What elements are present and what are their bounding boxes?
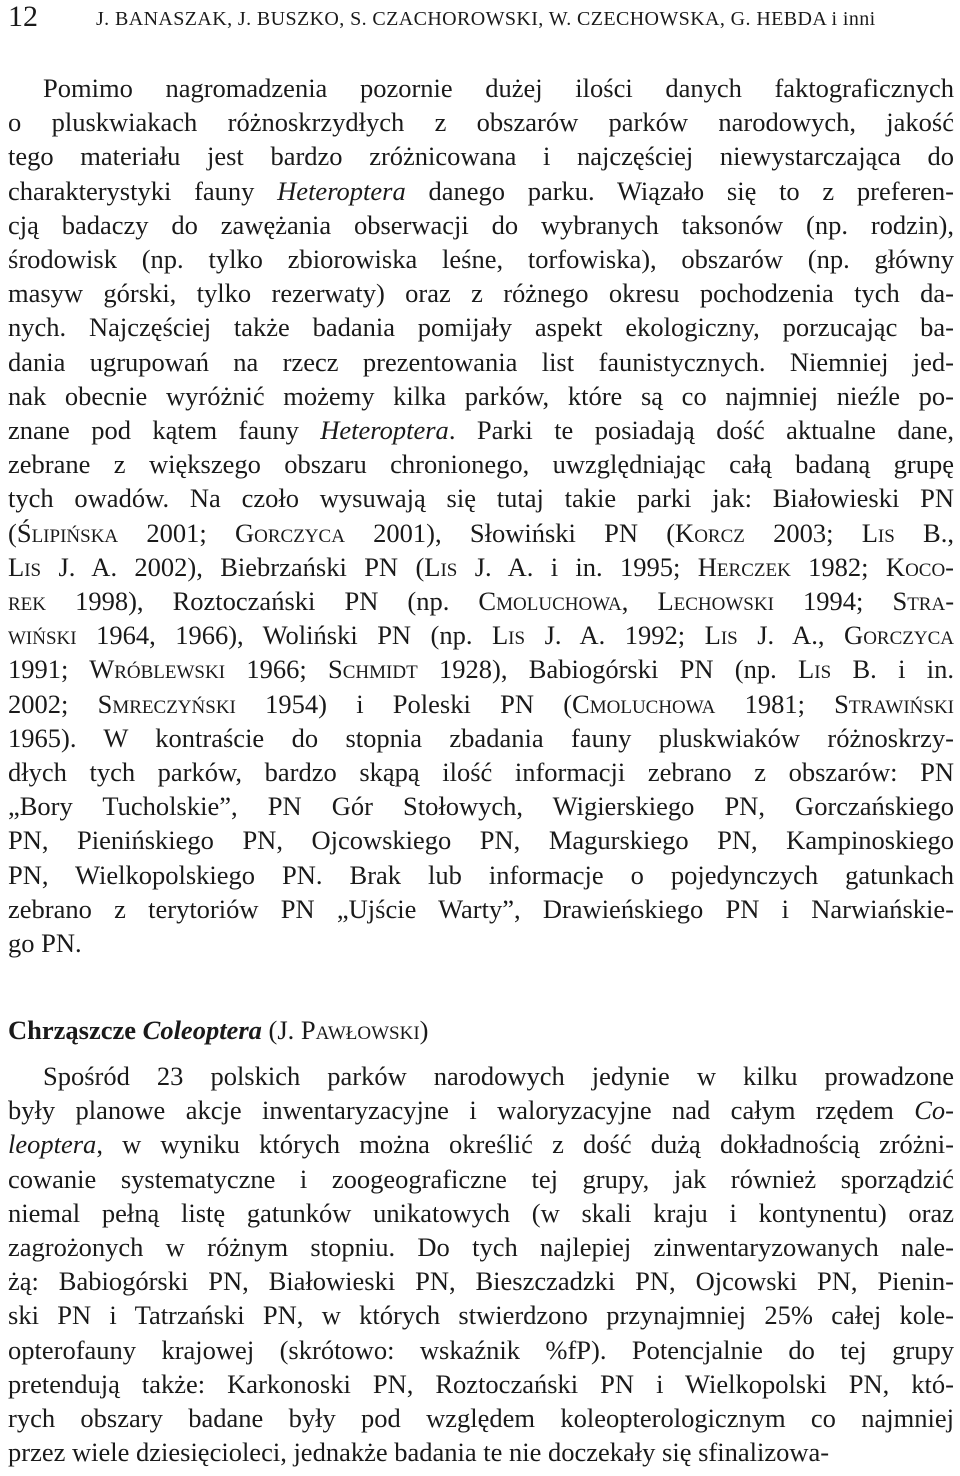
taxon-name: Heteroptera — [277, 175, 406, 206]
text-run: były planowe akcje inwentaryzacyjne i waloryzacyjne nad całym rzędem — [8, 1095, 915, 1126]
text-line — [8, 925, 954, 961]
text-run: niemal pełną listę gatunków unikatowych (w skali kraju i kontynentu) oraz — [8, 1197, 954, 1228]
text-run: 2002; S — [8, 688, 113, 719]
citation-author: is — [440, 551, 458, 582]
section-heading — [8, 1011, 954, 1049]
citation-author: is — [24, 551, 42, 582]
text-run: 2001), Słowiński PN (K — [344, 517, 695, 548]
text-line — [8, 1092, 954, 1128]
citation-author: is — [814, 654, 832, 685]
text-line — [8, 1400, 954, 1436]
text-run: 2001; G — [118, 517, 255, 548]
text-run: tego materiału jest bardzo zróżnicowana i najczęściej niewystarczająca do — [8, 141, 954, 172]
text-line — [43, 70, 954, 106]
page-header — [8, 0, 954, 34]
text-line — [8, 207, 954, 243]
text-line — [8, 1297, 954, 1333]
text-run: (Ś — [8, 517, 32, 548]
text-run: 2003; L — [744, 517, 878, 548]
citation-author: trawiński — [848, 688, 954, 719]
text-run: danego parku. Wiązało się to z preferen- — [405, 175, 954, 206]
text-line — [8, 241, 954, 277]
citation-author: wiński — [8, 620, 77, 651]
text-line — [8, 1434, 954, 1470]
text-line — [8, 480, 954, 516]
text-run: charakterystyki fauny — [8, 175, 278, 206]
text-run: opterofauny krajowej (skrótowo: wskaźnik %fP). Potencjalnie do tej grupy — [8, 1334, 954, 1365]
taxon-name: Heteroptera — [320, 415, 449, 445]
text-line — [8, 173, 954, 209]
running-head: J. BANASZAK, J. BUSZKO, S. CZACHOROWSKI, W. CZECHOWSKA, G. HEBDA i inni — [96, 8, 876, 30]
text-run: ski PN i Tatrzański PN, w których stwierdzono przynajmniej 25% całej kole- — [8, 1300, 954, 1331]
text-run: zebrane z większego obszaru chronionego, uwzględniając całą badaną grupę — [8, 449, 954, 480]
text-line — [8, 720, 954, 756]
citation-author: moluchowa — [589, 688, 716, 719]
text-line — [8, 686, 954, 722]
citation-author: echowski — [673, 586, 774, 616]
text-line — [8, 1263, 954, 1299]
citation-author: rek — [8, 586, 46, 616]
text-run: 1964, 1966), Woliński PN (np. L — [76, 620, 509, 651]
text-line — [8, 1195, 954, 1231]
text-run: żą: Babiogórski PN, Białowieski PN, Bieszczadzki PN, Ojcowski PN, Pienin- — [8, 1266, 954, 1297]
text-line — [8, 378, 954, 414]
taxon-name: Co- — [914, 1095, 954, 1126]
section-title-taxon: Coleoptera — [142, 1015, 262, 1045]
citation-author: is — [877, 517, 895, 548]
text-line — [8, 857, 954, 893]
text-line — [43, 1058, 954, 1094]
text-run: 1994; S — [773, 586, 908, 616]
text-run: PN, Pienińskiego PN, Ojcowskiego PN, Magurskiego PN, Kampinoskiego — [8, 825, 954, 856]
text-line — [8, 309, 954, 345]
text-run: , L — [621, 586, 674, 616]
section-author-open: (J. P — [261, 1015, 316, 1045]
text-run: tych owadów. Na czoło wysuwają się tutaj takie parki jak: Białowieski PN — [8, 483, 954, 514]
citation-author: erczek — [716, 551, 791, 582]
text-run: 1966; S — [225, 654, 343, 685]
text-run: J. A., G — [737, 620, 864, 651]
text-run: zebrano z terytoriów PN „Ujście Warty”, Drawieńskiego PN i Narwiańskie- — [8, 893, 954, 924]
text-line — [8, 275, 954, 311]
text-line — [8, 754, 954, 790]
text-line — [8, 788, 954, 824]
text-run: pretendują także: Karkonoski PN, Roztoczański PN i Wielkopolski PN, któ- — [8, 1368, 954, 1399]
text-run: przez wiele dziesięcioleci, jednakże badania te nie doczekały się sfinalizowa- — [8, 1437, 830, 1468]
text-run: rych obszary badane były pod względem koleopterologicznym co najmniej — [8, 1403, 954, 1433]
text-line — [8, 583, 954, 619]
text-run: , w wyniku których można określić z dość dużą dokładnością zróżni- — [96, 1129, 954, 1160]
text-line — [8, 1126, 954, 1162]
citation-author: chmidt — [342, 654, 418, 685]
text-run: J. A. 1992; L — [525, 620, 721, 651]
section-author-name: awłowski — [315, 1015, 420, 1045]
text-run: 1981; S — [715, 688, 849, 719]
taxon-name: leoptera — [8, 1129, 97, 1160]
citation-author: oco- — [905, 551, 955, 582]
text-line — [8, 891, 954, 927]
text-run: J. A. i in. 1995; H — [457, 551, 717, 582]
text-run: cją badaczy do zawężania obserwacji do wybranych taksonów (np. rodzin), — [8, 209, 954, 240]
text-line — [8, 446, 954, 482]
text-line — [8, 344, 954, 380]
citation-author: róblewski — [114, 654, 226, 685]
text-run: B., — [894, 517, 954, 548]
text-run: 1954) i Poleski PN (C — [235, 688, 590, 719]
citation-author: tra- — [907, 586, 955, 616]
text-line — [8, 1366, 954, 1402]
text-line — [8, 515, 954, 551]
text-run: „Bory Tucholskie”, PN Gór Stołowych, Wigierskiego PN, Gorczańskiego — [8, 791, 954, 822]
text-run: . Parki te posiadają dość aktualne dane, — [448, 415, 955, 445]
text-run: 1991; W — [8, 654, 115, 685]
text-line — [8, 1229, 954, 1265]
text-line — [8, 549, 954, 585]
section-author-close: ) — [419, 1015, 429, 1045]
text-run: 1982; K — [790, 551, 906, 582]
text-run: środowisk (np. tylko zbiorowiska leśne, torfowiska), obszarów (np. główny — [8, 244, 954, 274]
text-run: Spośród 23 polskich parków narodowych jedynie w kilku prowadzone — [43, 1061, 954, 1091]
text-run: dania ugrupowań na rzecz prezentowania list faunistycznych. Niemniej jed- — [8, 346, 954, 377]
section-title-prefix: Chrząszcze — [8, 1015, 143, 1045]
text-line — [8, 617, 954, 653]
page-number: 12 — [8, 0, 38, 33]
text-run: PN, Wielkopolskiego PN. Brak lub informacje o pojedynczych gatunkach — [8, 859, 954, 890]
text-run: nak obecnie wyróżnić możemy kilka parków, które są co najmniej nieźle po- — [8, 380, 954, 411]
citation-author: is — [508, 620, 526, 651]
text-line — [8, 1161, 954, 1197]
text-run: L — [8, 551, 25, 582]
text-run: 1965). W kontraście do stopnia zbadania fauny pluskwiaków różnoskrzy- — [8, 722, 954, 753]
text-run: nych. Najczęściej także badania pomijały aspekt ekologiczny, porzucając ba- — [8, 312, 954, 343]
citation-author: orczyca — [863, 620, 954, 651]
text-line — [8, 651, 954, 687]
text-run: dłych tych parków, bardzo skąpą ilość informacji zebrano z obszarów: PN — [8, 757, 954, 787]
text-run: go PN. — [8, 928, 82, 958]
text-run: zagrożonych w różnym stopniu. Do tych najlepiej zinwentaryzowanych nale- — [8, 1232, 954, 1262]
text-run: o pluskwiakach różnoskrzydłych z obszarów parków narodowych, jakość — [8, 107, 954, 138]
text-line — [8, 412, 954, 448]
text-line — [8, 104, 954, 140]
text-line — [8, 1332, 954, 1368]
text-run: B. i in. — [831, 654, 954, 685]
text-line — [8, 138, 954, 174]
citation-author: is — [720, 620, 738, 651]
citation-author: mreczyński — [112, 688, 236, 719]
text-run: 1928), Babiogórski PN (np. L — [417, 654, 815, 685]
citation-author: orcz — [694, 517, 745, 548]
text-run: J. A. 2002), Biebrzański PN (L — [41, 551, 441, 582]
text-run: znane pod kątem fauny — [8, 415, 321, 445]
citation-author: moluchowa — [496, 586, 622, 616]
text-run: 1998), Roztoczański PN (np. C — [46, 586, 497, 616]
citation-author: orczyca — [254, 517, 345, 548]
citation-author: lipińska — [31, 517, 119, 548]
text-run: masyw górski, tylko rezerwaty) oraz z różnego okresu pochodzenia tych da- — [8, 278, 954, 309]
text-run: cowanie systematyczne i zoogeograficzne tej grupy, jak również sporządzić — [8, 1163, 954, 1194]
text-run: Pomimo nagromadzenia pozornie dużej ilości danych faktograficznych — [43, 73, 954, 103]
text-line — [8, 822, 954, 858]
